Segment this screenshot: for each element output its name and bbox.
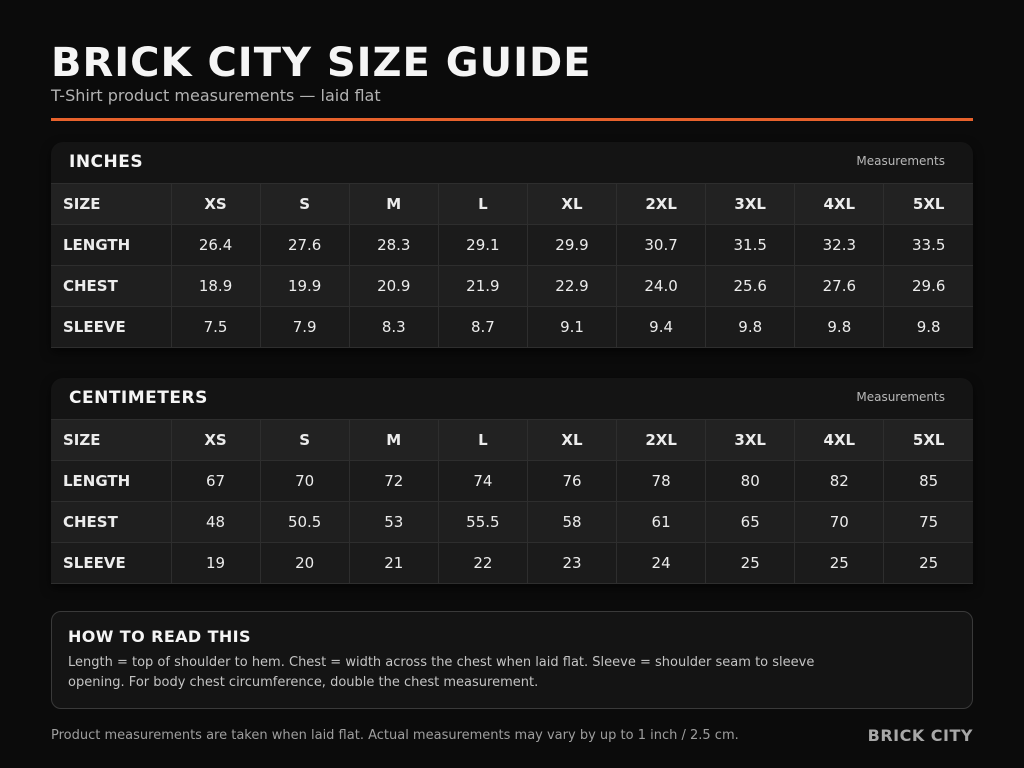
inches-card-title: INCHES [69, 152, 144, 172]
header-cell: L [438, 420, 527, 461]
footer-note: Product measurements are taken when laid flat. Actual measurements may vary by up to 1 inch / 2.5 cm. [51, 728, 739, 743]
table-header-row [51, 184, 973, 225]
table-cell: 61 [617, 502, 706, 543]
table-cell: 22 [438, 543, 527, 584]
header-cell: 4XL [795, 184, 884, 225]
row-label: LENGTH [51, 461, 171, 502]
table-cell: 31.5 [706, 225, 795, 266]
table-cell: 20 [260, 543, 349, 584]
centimeters-card-title: CENTIMETERS [69, 388, 208, 408]
page-subtitle: T-Shirt product measurements — laid flat [51, 86, 381, 105]
table-row [51, 225, 973, 266]
table-cell: 55.5 [438, 502, 527, 543]
centimeters-size-table [51, 419, 973, 584]
header-cell: SIZE [51, 420, 171, 461]
table-row [51, 543, 973, 584]
table-cell: 8.3 [349, 307, 438, 348]
header-cell: XS [171, 420, 260, 461]
table-cell: 29.6 [884, 266, 973, 307]
table-cell: 33.5 [884, 225, 973, 266]
header-cell: XL [527, 184, 616, 225]
inches-card [51, 142, 973, 348]
centimeters-card [51, 378, 973, 584]
table-cell: 65 [706, 502, 795, 543]
table-cell: 72 [349, 461, 438, 502]
row-label: CHEST [51, 266, 171, 307]
table-cell: 82 [795, 461, 884, 502]
how-to-read-body: Length = top of shoulder to hem. Chest = width across the chest when laid flat. Sleeve = shoulder seam to sleeve opening. For body chest circumference, double the chest measurement. [68, 655, 815, 690]
table-cell: 9.1 [527, 307, 616, 348]
table-cell: 70 [260, 461, 349, 502]
table-cell: 29.1 [438, 225, 527, 266]
size-guide-page [51, 0, 973, 768]
inches-card-tag: Measurements [856, 154, 945, 168]
table-cell: 22.9 [527, 266, 616, 307]
table-cell: 74 [438, 461, 527, 502]
table-cell: 20.9 [349, 266, 438, 307]
table-row [51, 266, 973, 307]
table-row [51, 461, 973, 502]
table-cell: 27.6 [260, 225, 349, 266]
header-cell: 2XL [617, 420, 706, 461]
header-cell: 4XL [795, 420, 884, 461]
inches-card-header [51, 142, 973, 183]
row-label: SLEEVE [51, 307, 171, 348]
table-cell: 9.8 [884, 307, 973, 348]
inches-size-table [51, 183, 973, 348]
table-cell: 53 [349, 502, 438, 543]
footer-brand: BRICK CITY [867, 726, 973, 745]
centimeters-card-tag: Measurements [856, 390, 945, 404]
centimeters-card-header [51, 378, 973, 419]
row-label: CHEST [51, 502, 171, 543]
table-cell: 27.6 [795, 266, 884, 307]
how-to-read-box [51, 611, 973, 709]
table-cell: 9.8 [795, 307, 884, 348]
header-cell: 2XL [617, 184, 706, 225]
row-label: SLEEVE [51, 543, 171, 584]
table-row [51, 502, 973, 543]
table-cell: 50.5 [260, 502, 349, 543]
table-cell: 7.5 [171, 307, 260, 348]
how-to-read-title: HOW TO READ THIS [68, 627, 251, 646]
table-cell: 70 [795, 502, 884, 543]
table-cell: 75 [884, 502, 973, 543]
header-cell: L [438, 184, 527, 225]
table-cell: 25 [884, 543, 973, 584]
table-cell: 29.9 [527, 225, 616, 266]
table-cell: 21 [349, 543, 438, 584]
table-cell: 21.9 [438, 266, 527, 307]
table-cell: 25 [706, 543, 795, 584]
table-cell: 48 [171, 502, 260, 543]
table-cell: 18.9 [171, 266, 260, 307]
header-cell: M [349, 420, 438, 461]
table-cell: 78 [617, 461, 706, 502]
table-cell: 19.9 [260, 266, 349, 307]
table-cell: 28.3 [349, 225, 438, 266]
header-cell: XL [527, 420, 616, 461]
table-row [51, 307, 973, 348]
table-cell: 7.9 [260, 307, 349, 348]
header-cell: XS [171, 184, 260, 225]
row-label: LENGTH [51, 225, 171, 266]
table-cell: 67 [171, 461, 260, 502]
table-cell: 9.4 [617, 307, 706, 348]
header-cell: S [260, 184, 349, 225]
header-cell: M [349, 184, 438, 225]
table-cell: 26.4 [171, 225, 260, 266]
table-cell: 19 [171, 543, 260, 584]
table-cell: 80 [706, 461, 795, 502]
header-cell: SIZE [51, 184, 171, 225]
table-cell: 25 [795, 543, 884, 584]
table-cell: 23 [527, 543, 616, 584]
table-cell: 25.6 [706, 266, 795, 307]
header-cell: S [260, 420, 349, 461]
table-cell: 24 [617, 543, 706, 584]
table-cell: 85 [884, 461, 973, 502]
table-cell: 9.8 [706, 307, 795, 348]
table-header-row [51, 420, 973, 461]
table-cell: 76 [527, 461, 616, 502]
header-cell: 3XL [706, 184, 795, 225]
table-cell: 32.3 [795, 225, 884, 266]
header-cell: 5XL [884, 420, 973, 461]
table-cell: 30.7 [617, 225, 706, 266]
header-cell: 3XL [706, 420, 795, 461]
accent-divider [51, 118, 973, 121]
page-title: BRICK CITY SIZE GUIDE [51, 40, 592, 86]
table-cell: 8.7 [438, 307, 527, 348]
table-cell: 58 [527, 502, 616, 543]
table-cell: 24.0 [617, 266, 706, 307]
header-cell: 5XL [884, 184, 973, 225]
